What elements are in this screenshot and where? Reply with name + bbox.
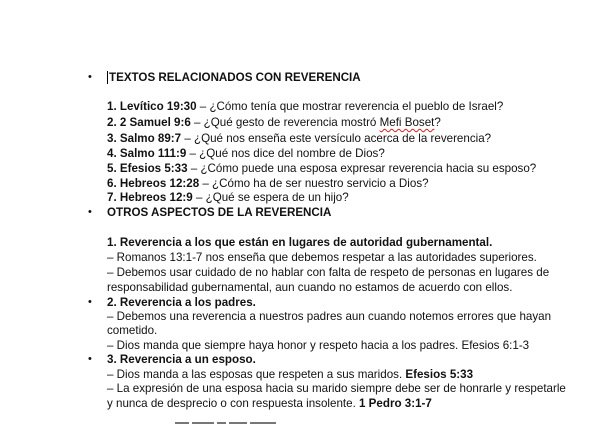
body-line: y nunca de desprecio o con respuesta insolente. 1 Pedro 3:1-7 bbox=[107, 397, 432, 410]
section-title: 1. Reverencia a los que están en lugares de autoridad gubernamental. bbox=[107, 236, 493, 249]
body-line: responsabilidad gubernamental, aun cuando no estamos de acuerdo con ellos. bbox=[107, 281, 513, 294]
bullet-marker: • bbox=[88, 71, 92, 83]
heading-other-aspects: OTROS ASPECTOS DE LA REVERENCIA bbox=[107, 206, 332, 219]
cropped-next-line bbox=[175, 418, 295, 426]
text-item: 3. Salmo 89:7 – ¿Qué nos enseña este versículo acerca de la reverencia? bbox=[107, 132, 492, 145]
text-item: 4. Salmo 111:9 – ¿Qué nos dice del nombre de Dios? bbox=[107, 147, 385, 160]
text-item: 2. 2 Samuel 9:6 – ¿Qué gesto de reverencia mostró Mefi Boset? bbox=[107, 116, 441, 129]
text-item: 1. Levítico 19:30 – ¿Cómo tenía que mostrar reverencia el pueblo de Israel? bbox=[107, 100, 504, 113]
section-title: 2. Reverencia a los padres. bbox=[107, 296, 256, 309]
body-line: – Romanos 13:1-7 nos enseña que debemos respetar a las autoridades superiores. bbox=[107, 251, 537, 264]
body-line: – Debemos usar cuidado de no hablar con falta de respeto de personas en lugares de bbox=[107, 266, 550, 279]
text-item: 5. Efesios 5:33 – ¿Cómo puede una esposa expresar reverencia hacia su esposo? bbox=[107, 162, 537, 175]
spell-flagged-name[interactable]: Mefi Boset bbox=[379, 116, 435, 129]
bullet-marker: • bbox=[88, 206, 92, 218]
bullet-marker: • bbox=[88, 296, 92, 308]
body-line: – Dios manda que siempre haya honor y respeto hacia a los padres. Efesios 6:1-3 bbox=[107, 339, 530, 352]
text-item: 6. Hebreos 12:28 – ¿Cómo ha de ser nuestro servicio a Dios? bbox=[107, 177, 429, 190]
heading-related-texts: TEXTOS RELACIONADOS CON REVERENCIA bbox=[109, 71, 361, 84]
bullet-marker: • bbox=[88, 353, 92, 365]
body-line: – La expresión de una esposa hacia su marido siempre debe ser de honrarle y respetarle bbox=[107, 382, 566, 395]
text-cursor bbox=[107, 71, 108, 84]
body-line: – Debemos una reverencia a nuestros padres aun cuando notemos errores que hayan bbox=[107, 310, 552, 323]
body-line: – Dios manda a las esposas que respeten a sus maridos. Efesios 5:33 bbox=[107, 368, 474, 381]
text-item: 7. Hebreos 12:9 – ¿Qué se espera de un hijo? bbox=[107, 191, 349, 204]
body-line: cometido. bbox=[107, 324, 158, 337]
section-title: 3. Reverencia a un esposo. bbox=[107, 353, 256, 366]
